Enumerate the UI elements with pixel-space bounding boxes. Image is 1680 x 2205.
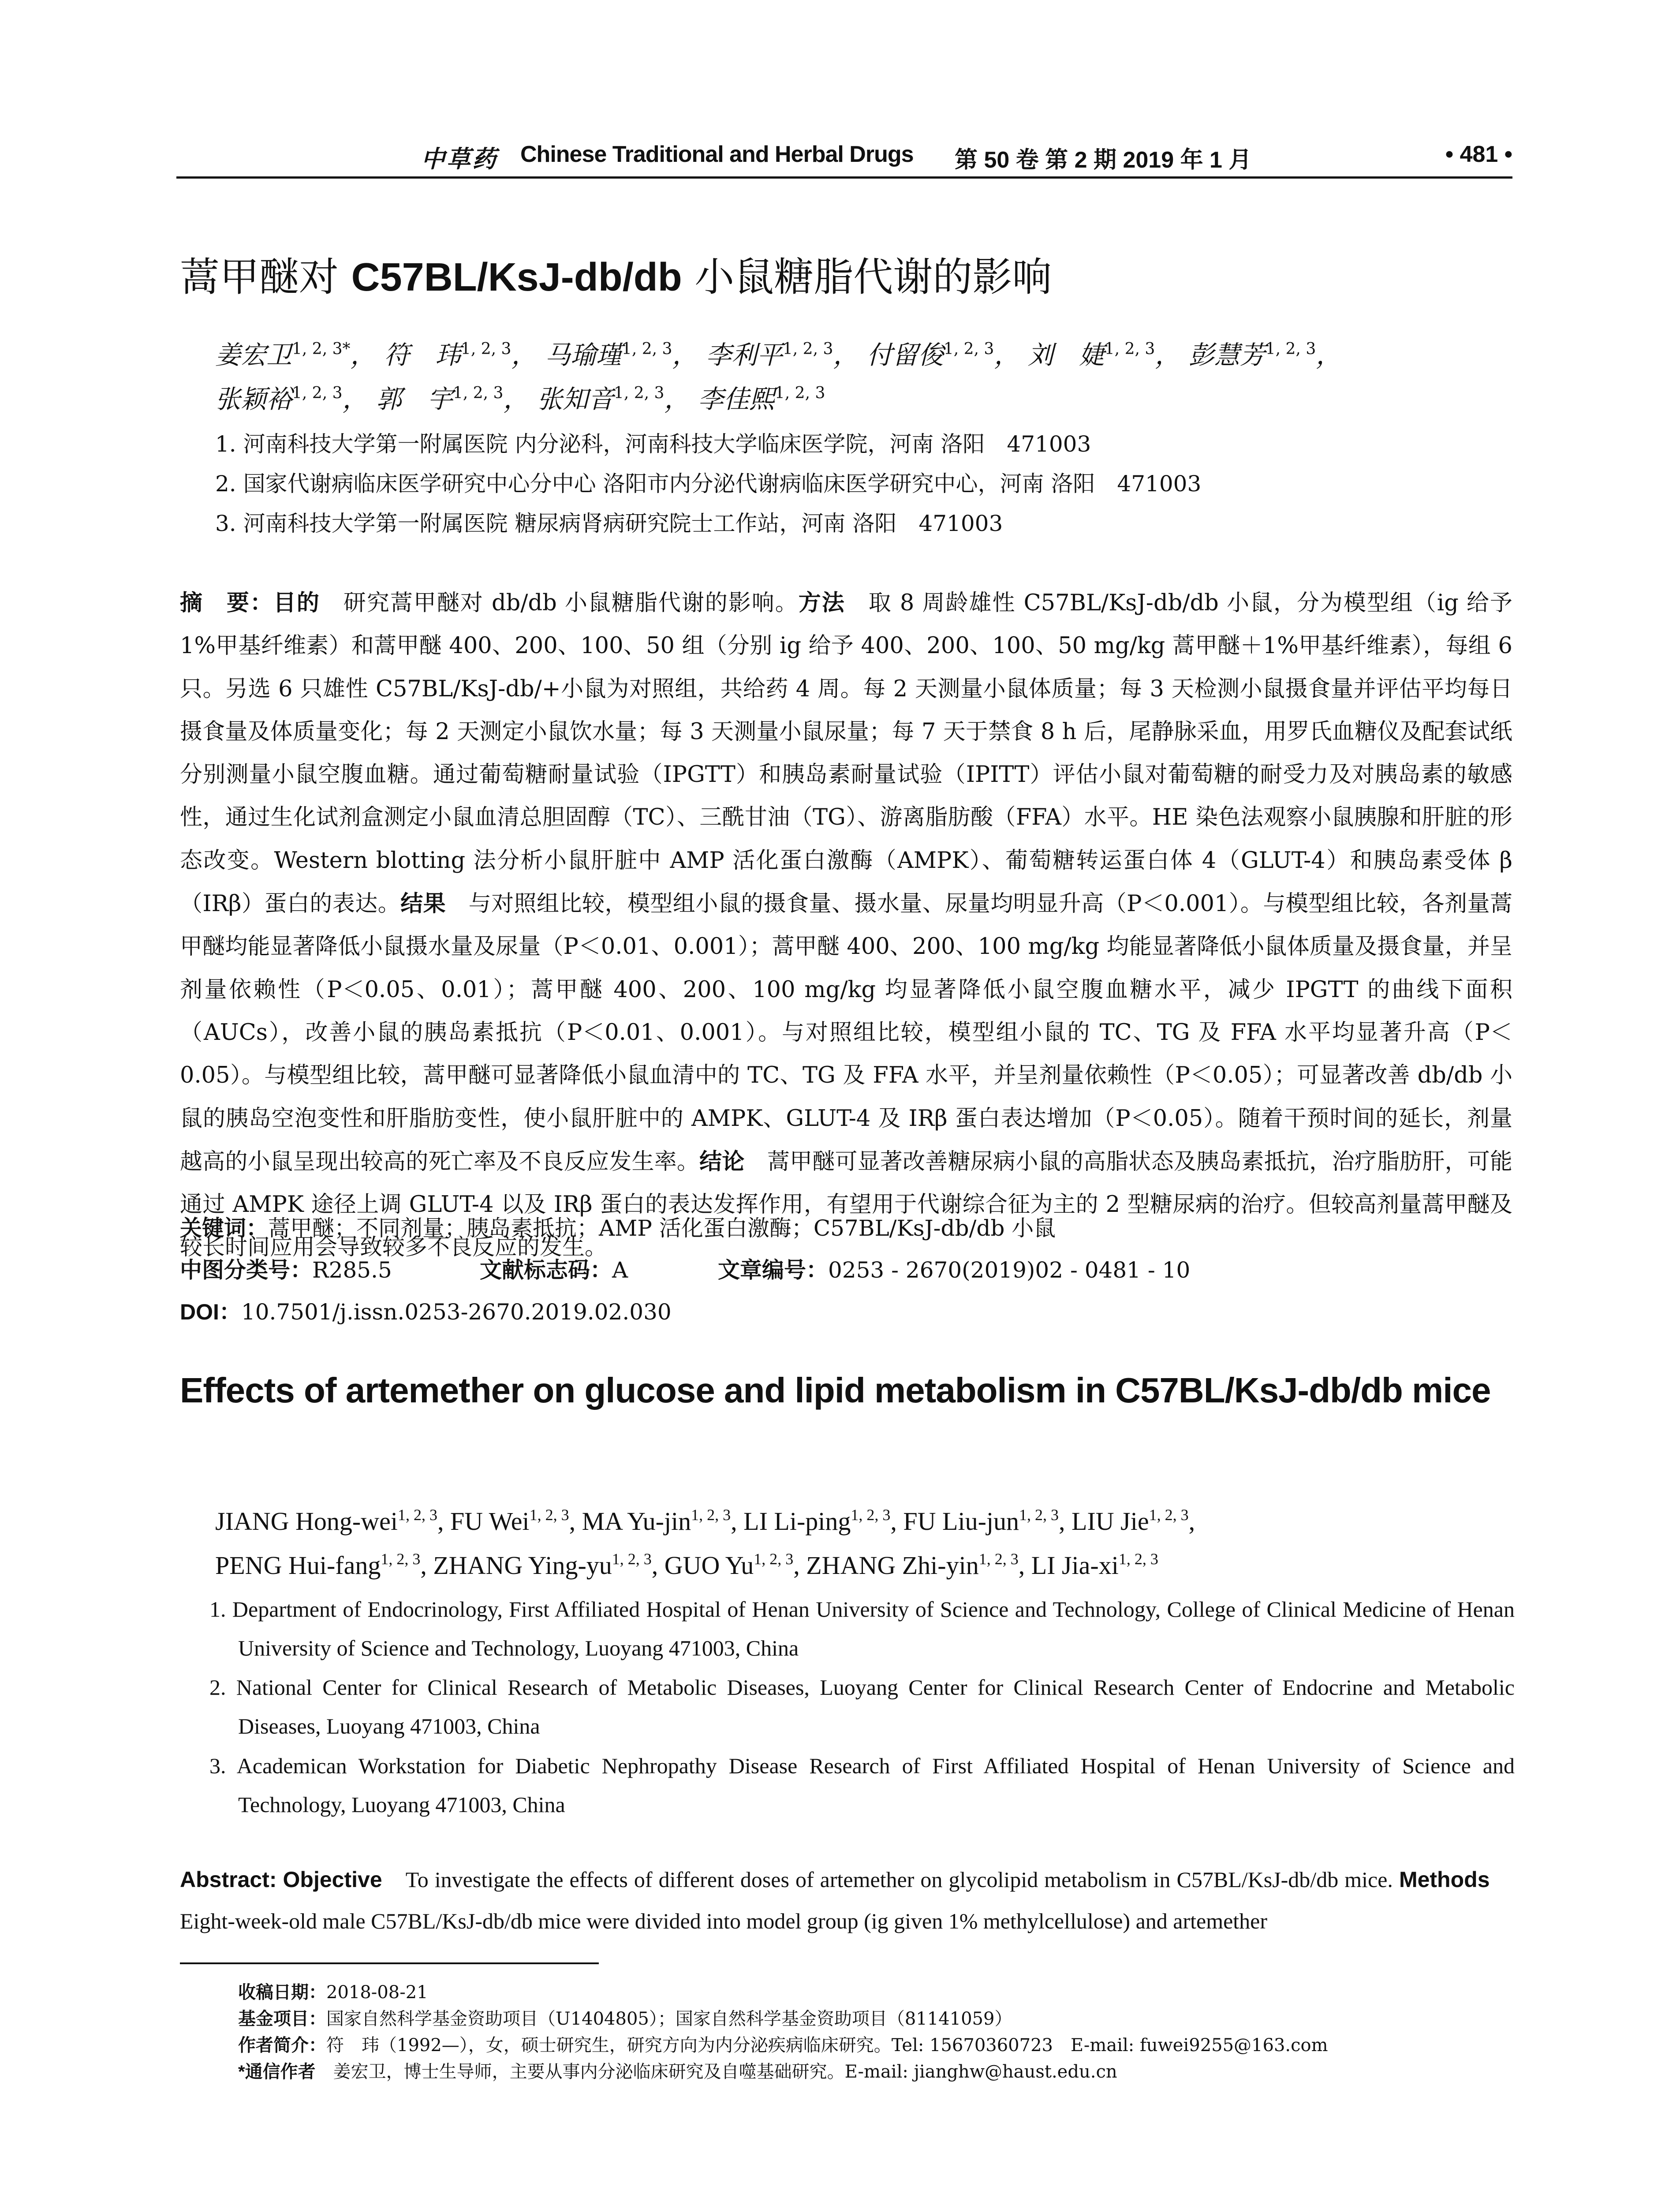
corr-text: 姜宏卫，博士生导师，主要从事内分泌临床研究及自噬基础研究。E-mail: jianghw@haust.edu.cn (315, 2062, 1117, 2082)
title-cn-strain: C57BL/KsJ-db/db (351, 255, 682, 299)
author-cn: 符 玮 (384, 340, 461, 370)
fund-label: 基金项目： (238, 2009, 326, 2029)
author-sup: 1, 2, 3 (851, 1506, 891, 1524)
author-sup: 1, 2, 3 (452, 384, 504, 402)
author-cn: 马瑜瑾 (545, 340, 622, 370)
methods-en-text: Eight-week-old male C57BL/KsJ-db/db mice were divided into model group (ig given 1% methylcellulose) and artemether (180, 1867, 1513, 1933)
affiliation-en-3: 3. Academican Workstation for Diabetic Nephropathy Disease Research of First Affiliated Hospital of Henan University of Science and Technology, Luoyang 471003, China (209, 1753, 1515, 1817)
abstract-cn (180, 581, 1512, 1269)
author-sup: 1, 2, 3* (292, 340, 351, 358)
author-sup: 1, 2, 3 (381, 1550, 421, 1568)
author-sup: 1, 2, 3 (1149, 1506, 1189, 1524)
methods-label: 方法 (798, 590, 845, 615)
author-en: FU Wei (450, 1507, 530, 1536)
author-sup: 1, 2, 3 (292, 384, 343, 402)
author-en: MA Yu-jin (582, 1507, 691, 1536)
author-sup: 1, 2, 3 (943, 340, 994, 358)
author-cn: 张颖裕 (215, 384, 292, 414)
footnote-received (238, 1978, 428, 2003)
author-cn: 姜宏卫 (215, 340, 292, 370)
author-sup: 1, 2, 3 (460, 340, 511, 358)
header-rule (176, 176, 1512, 179)
author-sup: 1, 2, 3 (782, 340, 833, 358)
footnote-corresponding (238, 2058, 1117, 2083)
journal-logo: 中草药 (421, 145, 498, 173)
author-en: GUO Yu (664, 1551, 754, 1580)
author-en: LIU Jie (1071, 1507, 1149, 1536)
author-en: LI Jia-xi (1031, 1551, 1119, 1580)
author-sup: 1, 2, 3 (1265, 340, 1316, 358)
fund-text: 国家自然科学基金资助项目（U1404805）；国家自然科学基金资助项目（81141059） (326, 2009, 1012, 2029)
article-label: 文章编号： (718, 1258, 828, 1282)
author-en: FU Liu-jun (903, 1507, 1019, 1536)
author-sup: 1, 2, 3 (621, 340, 672, 358)
title-cn (180, 245, 1052, 302)
running-header (176, 140, 1512, 176)
author-sup: 1, 2, 3 (398, 1506, 437, 1524)
title-en: Effects of artemether on glucose and lipid metabolism in C57BL/KsJ-db/db mice (180, 1371, 1491, 1410)
doi-label: DOI： (180, 1300, 241, 1324)
objective-en-text: To investigate the effects of different doses of artemether on glycolipid metabolism in C57BL/KsJ-db/db mice. (382, 1867, 1393, 1892)
authors-cn (215, 333, 1516, 421)
keywords-label: 关键词： (180, 1216, 268, 1241)
author-sup: 1, 2, 3 (774, 384, 825, 402)
bio-label: 作者简介： (238, 2036, 326, 2055)
author-en: ZHANG Ying-yu (433, 1551, 612, 1580)
doi-link[interactable]: 10.7501/j.issn.0253-2670.2019.02.030 (241, 1299, 672, 1325)
objective-en-label: Objective (283, 1867, 382, 1892)
affiliation-cn-3: 3. 河南科技大学第一附属医院 糖尿病肾病研究院士工作站，河南 洛阳 471003 (215, 511, 1003, 536)
article-value: 0253 - 2670(2019)02 - 0481 - 10 (828, 1257, 1191, 1283)
authors-en-line-1: JIANG Hong-wei$^{1, 2, 3}$, FU Wei$^{1, 2, 3}$, MA Yu-jin$^{1, 2, 3}$, LI Li-ping$^{1, 2, 3}$, FU Liu-jun$^{1, 2, 3}$, LIU Jie$^{1, 2, 3}$, (215, 1506, 1195, 1536)
affiliation-cn-1: 1. 河南科技大学第一附属医院 内分泌科，河南科技大学临床医学院，河南 洛阳 471003 (215, 431, 1091, 457)
doc-label: 文献标志码： (480, 1258, 612, 1282)
author-cn: 李佳熙 (698, 384, 775, 414)
clc-label: 中图分类号： (180, 1258, 312, 1282)
corr-label: *通信作者 (238, 2062, 316, 2082)
author-sup: 1, 2, 3 (691, 1506, 731, 1524)
author-sup: 1, 2, 3 (1104, 340, 1155, 358)
results-text: 与对照组比较，模型组小鼠的摄食量、摄水量、尿量均明显升高（P＜0.001）。与模型组比较，各剂量蒿甲醚均能显著降低小鼠摄水量及尿量（P＜0.01、0.001）；蒿甲醚 400、200、100 mg/kg 均能显著降低小鼠体质量及摄食量，并呈剂量依赖性（P＜0.05、0.01）；蒿甲醚 400、200、100 mg/kg 均显著降低小鼠空腹血糖水平，减少 IPGTT 的曲线下面积（AUCs），改善小鼠的胰岛素抵抗（P＜0.01、0.001）。与对照组比较，模型组小鼠的 TC、TG 及 FFA 水平均显著升高（P＜0.05）。与模型组比较，蒿甲醚可显著降低小鼠血清中的 TC、TG 及 FFA 水平，并呈剂量依赖性（P＜0.05）；可显著改善 db/db 小鼠的胰岛空泡变性和肝脂肪变性，使小鼠肝脏中的 AMPK、GLUT-4 及 IRβ 蛋白表达增加（P＜0.05）。随着干预时间的延长，剂量越高的小鼠呈现出较高的死亡率及不良反应发生率。 (180, 891, 1512, 1175)
journal-name: Chinese Traditional and Herbal Drugs (520, 142, 914, 167)
author-cn: 彭慧芳 (1188, 340, 1266, 370)
doi (180, 1294, 672, 1326)
abstract-en-label: Abstract: (180, 1867, 277, 1892)
received-label: 收稿日期： (238, 1983, 326, 2002)
received-date: 2018-08-21 (326, 1982, 428, 2003)
author-cn: 付留俊 (866, 340, 944, 370)
objective-text: 研究蒿甲醚对 db/db 小鼠糖脂代谢的影响。 (320, 590, 799, 616)
page-number: • 481 • (1445, 142, 1512, 167)
author-sup: 1, 2, 3 (978, 1550, 1019, 1568)
title-cn-suffix: 小鼠糖脂代谢的影响 (682, 254, 1052, 300)
issue-info: 第 50 卷 第 2 期 2019 年 1 月 (955, 147, 1252, 173)
authors-en (215, 1499, 1516, 1588)
keywords (180, 1211, 1056, 1242)
author-en: LI Li-ping (743, 1507, 851, 1536)
footnote-bio (238, 2031, 1328, 2056)
author-sup: 1, 2, 3 (612, 1550, 652, 1568)
abstract-cn-label: 摘 要： (180, 590, 273, 615)
authors-en-line-2: PENG Hui-fang$^{1, 2, 3}$, ZHANG Ying-yu$^{1, 2, 3}$, GUO Yu$^{1, 2, 3}$, ZHANG Zhi-yin$^{1, 2, 3}$, LI Jia-xi$^{1, 2, 3}$ (215, 1550, 1158, 1580)
conclusion-label: 结论 (699, 1148, 745, 1174)
author-cn: 郭 宇 (376, 384, 453, 414)
footnote-fund (238, 2005, 1012, 2030)
keywords-text: 蒿甲醚；不同剂量；胰岛素抵抗；AMP 活化蛋白激酶；C57BL/KsJ-db/db 小鼠 (268, 1215, 1056, 1241)
author-en: ZHANG Zhi-yin (806, 1551, 979, 1580)
footnote-rule (180, 1962, 599, 1964)
affiliation-en-1: 1. Department of Endocrinology, First Affiliated Hospital of Henan University of Science and Technology, College of Clinical Medicine of Henan University of Science and Technology, Luoyang 471003, China (209, 1597, 1515, 1660)
title-cn-prefix: 蒿甲醚对 (180, 254, 351, 300)
abstract-en (180, 1859, 1512, 1942)
author-sup: 1, 2, 3 (754, 1550, 794, 1568)
author-sup: 1, 2, 3 (1118, 1550, 1158, 1568)
methods-text: 取 8 周龄雄性 C57BL/KsJ-db/db 小鼠，分为模型组（ig 给予 1%甲基纤维素）和蒿甲醚 400、200、100、50 组（分别 ig 给予 400、200、100、50 mg/kg 蒿甲醚＋1%甲基纤维素），每组 6 只。另选 6 只雄性 C57BL/KsJ-db/+小鼠为对照组，共给药 4 周。每 2 天测量小鼠体质量；每 3 天检测小鼠摄食量并评估平均每日摄食量及体质量变化；每 2 天测定小鼠饮水量；每 3 天测量小鼠尿量；每 7 天于禁食 8 h 后，尾静脉采血，用罗氏血糖仪及配套试纸分别测量小鼠空腹血糖。通过葡萄糖耐量试验（IPGTT）和胰岛素耐量试验（IPITT）评估小鼠对葡萄糖的耐受力及对胰岛素的敏感性，通过生化试剂盒测定小鼠血清总胆固醇（TC）、三酰甘油（TG）、游离脂肪酸（FFA）水平。HE 染色法观察小鼠胰腺和肝脏的形态改变。Western blotting 法分析小鼠肝脏中 AMP 活化蛋白激酶（AMPK）、葡萄糖转运蛋白体 4（GLUT-4）和胰岛素受体 β（IRβ）蛋白的表达。 (180, 590, 1512, 917)
doc-value: A (612, 1257, 628, 1283)
doc-code (480, 1252, 628, 1284)
author-en: JIANG Hong-wei (215, 1507, 398, 1536)
author-cn: 刘 婕 (1027, 340, 1105, 370)
author-cn: 李利平 (706, 340, 783, 370)
affiliation-en-2: 2. National Center for Clinical Research of Metabolic Diseases, Luoyang Center for Clinical Research Center of Endocrine and Metabolic Diseases, Luoyang 471003, China (209, 1675, 1515, 1738)
authors-cn-line-2: 张颖裕$^{1, 2, 3}$， 郭 宇$^{1, 2, 3}$， 张知音$^{1, 2, 3}$， 李佳熙$^{1, 2, 3}$ (215, 384, 825, 414)
author-sup: 1, 2, 3 (529, 1506, 569, 1524)
methods-en-label: Methods (1399, 1867, 1490, 1892)
article-no (718, 1252, 1190, 1284)
author-sup: 1, 2, 3 (1019, 1506, 1059, 1524)
bio-text: 符 玮（1992—），女，硕士研究生，研究方向为内分泌疾病临床研究。Tel: 15670360723 E-mail: fuwei9255@163.com (326, 2035, 1328, 2056)
objective-label: 目的 (273, 590, 320, 615)
affiliation-cn-2: 2. 国家代谢病临床医学研究中心分中心 洛阳市内分泌代谢病临床医学研究中心，河南 洛阳 471003 (215, 471, 1202, 497)
author-en: PENG Hui-fang (215, 1551, 381, 1580)
conclusion-text: 蒿甲醚可显著改善糖尿病小鼠的高脂状态及胰岛素抵抗，治疗脂肪肝，可能通过 AMPK 途径上调 GLUT-4 以及 IRβ 蛋白的表达发挥作用，有望用于代谢综合征为主的 2 型糖尿病的治疗。但较高剂量蒿甲醚及较长时间应用会导致较多不良反应的发生。 (180, 1148, 1512, 1261)
clc-value: R285.5 (312, 1257, 392, 1283)
author-cn: 张知音 (537, 384, 614, 414)
author-sup: 1, 2, 3 (613, 384, 665, 402)
clc (180, 1252, 392, 1284)
authors-cn-line-1: 姜宏卫$^{1, 2, 3*}$， 符 玮$^{1, 2, 3}$， 马瑜瑾$^{1, 2, 3}$， 李利平$^{1, 2, 3}$， 付留俊$^{1, 2, 3}$， 刘 婕$^{1, 2, 3}$， 彭慧芳$^{1, 2, 3}$， (215, 340, 1342, 370)
results-label: 结果 (400, 891, 446, 916)
